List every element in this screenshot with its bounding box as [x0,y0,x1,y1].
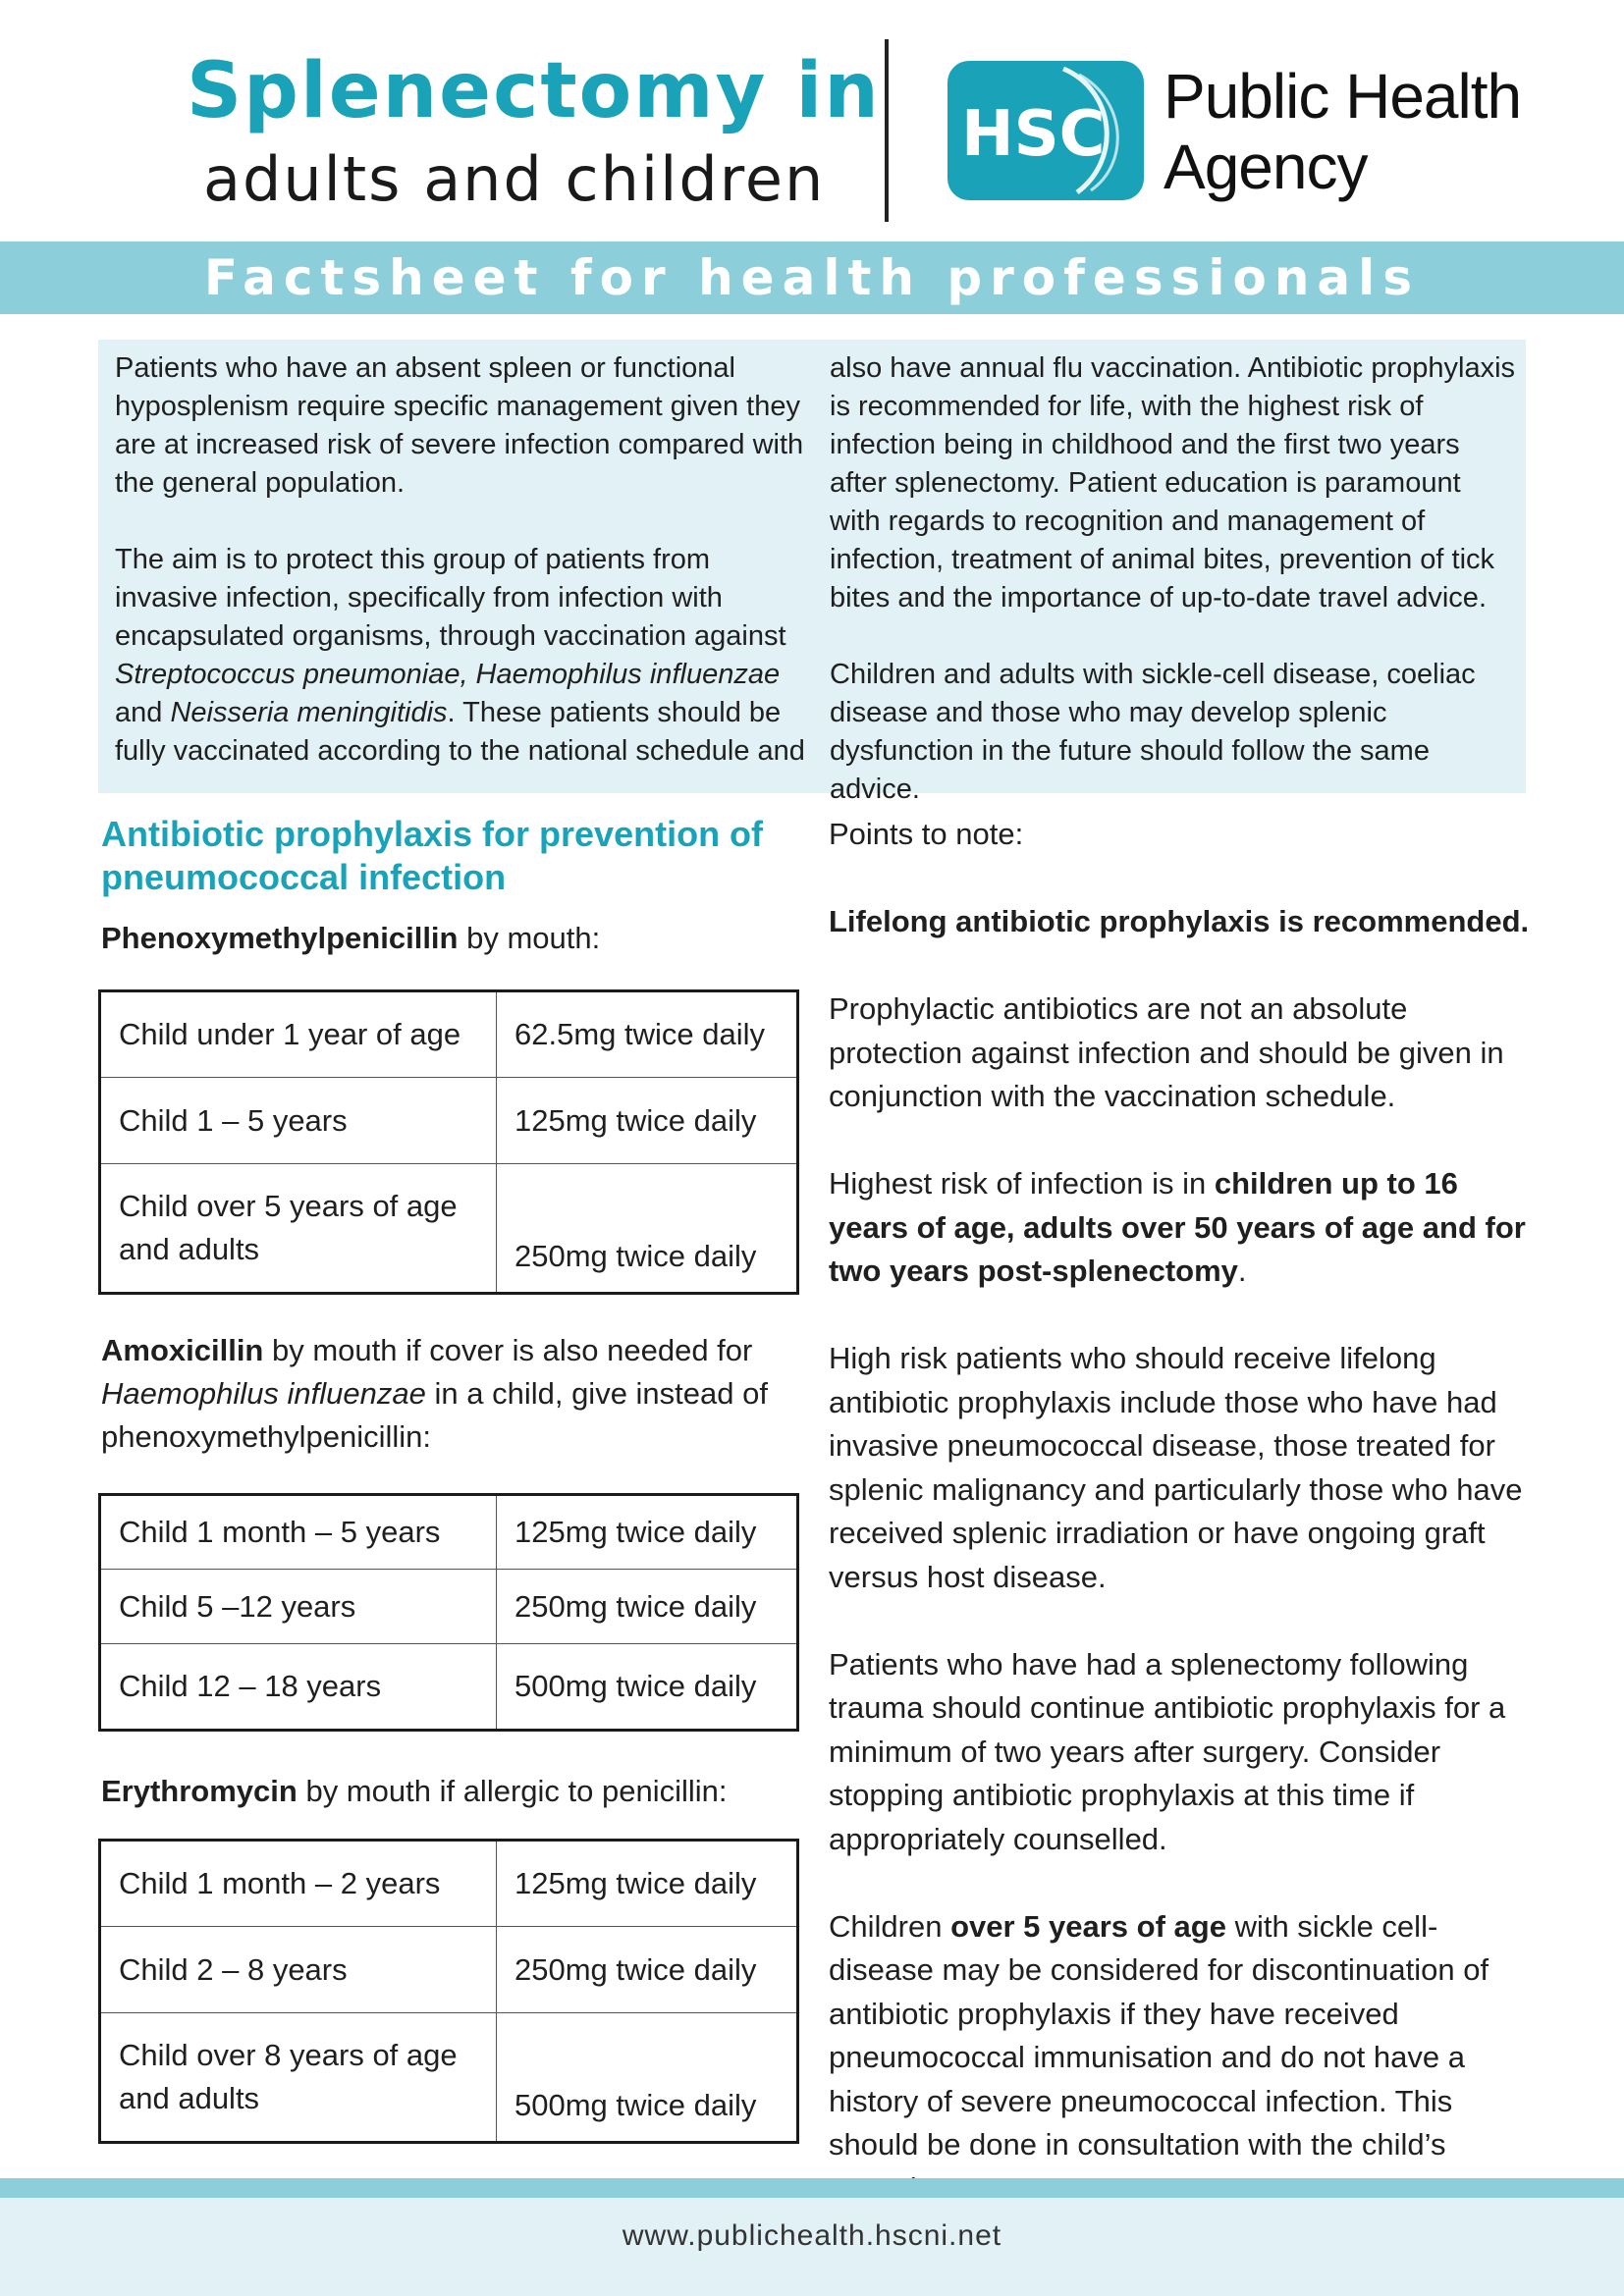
age-group-cell: Child 12 – 18 years [100,1644,497,1731]
dose-cell: 125mg twice daily [497,1495,798,1570]
drug-name: Erythromycin [101,1774,298,1808]
amoxicillin-dose-table [98,1493,799,1732]
table-row [100,1841,798,1927]
dose-cell: 125mg twice daily [497,1078,798,1164]
table-row [100,1570,798,1644]
intro-paragraph: Children and adults with sickle-cell disease, coeliac disease and those who may develop splenic dysfunction in the future should follow the same advice. [830,659,1476,805]
notes-bold-line: Lifelong antibiotic prophylaxis is recommended. [829,904,1530,938]
header-divider [885,39,889,222]
notes-text: with sickle cell-disease may be considered for discontinuation of antibiotic prophylaxis if they have received pneumococcal immunisation and do not have a history of severe pneumococcal infection. This should be done in consultation with the child’s [829,1908,1489,2162]
age-group-cell: Child 1 – 5 years [100,1078,497,1164]
dose-cell: 250mg twice daily [497,1927,798,2013]
agency-name [1164,61,1521,202]
banner-title: Factsheet for health professionals [203,249,1421,306]
drug-route: by mouth: [458,921,601,955]
drug-route: in a child, give instead of phenoxymethylpenicillin: [101,1376,768,1454]
intro-right-column [830,349,1517,809]
drug-name: Phenoxymethylpenicillin [101,921,459,955]
table-row [100,991,798,1078]
drug-erythromycin-line [101,1770,808,1813]
intro-left-column [115,349,814,771]
notes-text: . [1237,1254,1247,1288]
drug-amoxicillin-line [101,1329,808,1459]
document-title-line1: Splenectomy in [187,47,881,135]
age-group-cell: Child 2 – 8 years [100,1927,497,2013]
notes-emphasis: children up to 16 years of age, adults over 50 years of age and for two years post-splenectomy [829,1166,1526,1288]
table-row [100,1495,798,1570]
penicillin-dose-table [98,989,799,1295]
erythromycin-dose-table [98,1839,799,2144]
notes-key-point [829,900,1536,944]
table-row [100,1078,798,1164]
notes-text: Highest risk of infection is in [829,1166,1215,1201]
dose-cell: 500mg twice daily [497,1644,798,1731]
intro-paragraph: Patients who have an absent spleen or functional hyposplenism require specific management given they are at increased risk of severe infection compared with the general population. [115,352,804,499]
notes-paragraph [829,1162,1536,1294]
age-group-cell: Child over 5 years of age and adults [100,1164,497,1294]
table-row [100,1927,798,2013]
notes-paragraph: Prophylactic antibiotics are not an absolute protection against infection and should be given in conjunction with the vaccination schedule. [829,991,1504,1113]
points-to-note [829,813,1536,2255]
organism-name: Neisseria meningitidis [170,697,448,728]
dose-cell: 500mg twice daily [497,2013,798,2143]
age-group-cell: Child under 1 year of age [100,991,497,1078]
footer-bar [0,2178,1624,2198]
age-group-cell: Child 1 month – 5 years [100,1495,497,1570]
notes-paragraph [829,1905,1536,2212]
notes-text: Children [829,1908,951,1944]
age-group-cell: Child 1 month – 2 years [100,1841,497,1927]
footer-url[interactable]: www.publichealth.hscni.net [622,2219,1002,2252]
age-group-cell: Child over 8 years of age and adults [100,2013,497,2143]
drug-name: Amoxicillin [101,1333,264,1367]
notes-intro: Points to note: [829,817,1024,851]
table-row [100,2013,798,2143]
agency-line1: Public Health [1164,61,1522,132]
intro-text: The aim is to protect this group of patients from invasive infection, specifically from infection with encapsulated organisms, through vaccination against [115,544,786,652]
dose-cell: 250mg twice daily [497,1570,798,1644]
drug-route: by mouth if cover is also needed for [263,1333,753,1367]
notes-paragraph: High risk patients who should receive lifelong antibiotic prophylaxis include those who have had invasive pneumococcal disease, those treated for splenic malignancy and particularly those who have received splenic irradiation or have ongoing graft versus host disease. [829,1341,1523,1594]
section-heading: Antibiotic prophylaxis for prevention of pneumococcal infection [101,814,764,897]
agency-line2: Agency [1164,132,1368,202]
drug-route: by mouth if allergic to penicillin: [297,1774,728,1808]
footer [0,2198,1624,2296]
table-row [100,1164,798,1294]
logo-text: HSC [961,98,1106,171]
intro-text: . These patients should be fully vaccinated according to the national schedule and [115,697,805,767]
hsc-logo-icon [947,61,1144,200]
factsheet-banner [0,241,1624,314]
age-group-cell: Child 5 –12 years [100,1570,497,1644]
intro-paragraph [115,541,814,771]
dose-cell: 125mg twice daily [497,1841,798,1927]
notes-paragraph: Patients who have had a splenectomy following trauma should continue antibiotic prophylaxis for a minimum of two years after surgery. Consider stopping antibiotic prophylaxis at this time if appropriately counselled. [829,1646,1506,1856]
table-row [100,1644,798,1731]
drug-penicillin-line [101,917,808,960]
organism-name: Streptococcus pneumoniae, Haemophilus influenzae [115,659,781,690]
dose-cell: 62.5mg twice daily [497,991,798,1078]
notes-emphasis: over 5 years of age [950,1908,1226,1944]
organism-name: Haemophilus influenzae [101,1376,426,1411]
intro-paragraph: also have annual flu vaccination. Antibiotic prophylaxis is recommended for life, with the highest risk of infection being in childhood and the first two years after splenectomy. Patient education is paramount with regards to recognition and management of infection, treatment of animal bites, prevention of tick bites and the importance of up-to-date travel advice. [830,352,1516,614]
dose-cell: 250mg twice daily [497,1164,798,1294]
document-title-line2: adults and children [203,143,826,215]
intro-text: and [115,697,171,728]
